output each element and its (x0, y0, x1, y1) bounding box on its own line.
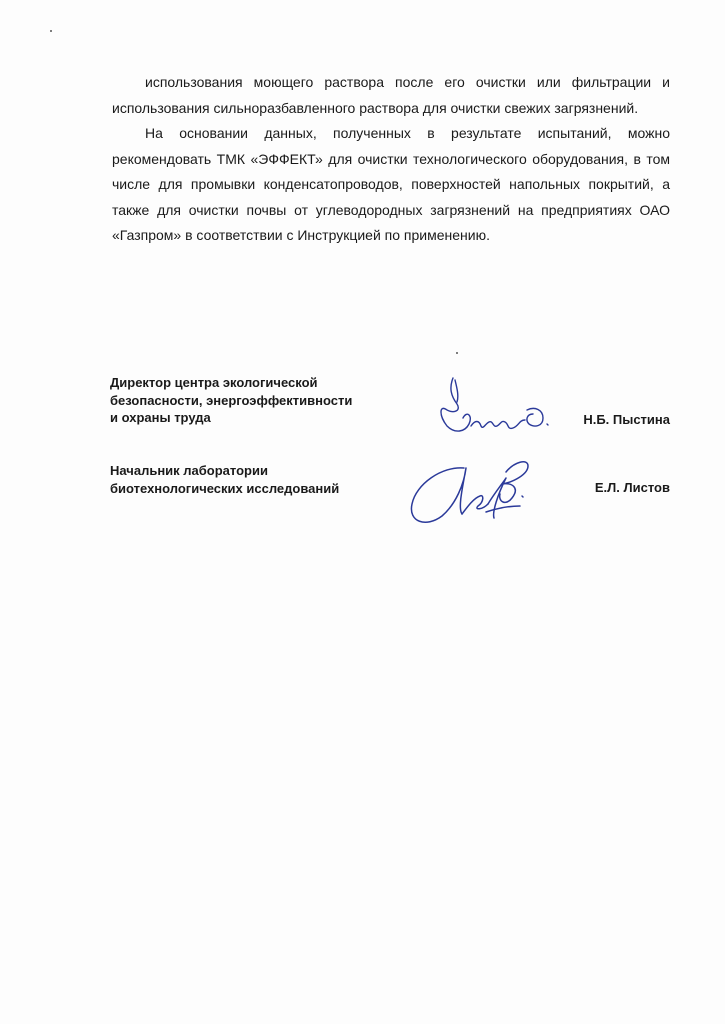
signatory-title-line: и охраны труда (110, 410, 211, 425)
signatory-name: Е.Л. Листов (594, 480, 670, 495)
paragraph-recommendation: На основании данных, полученных в результате испытаний, можно рекомендовать ТМК «ЭФФЕКТ» для очистки технологического оборудования, в том числе для промывки конденсатопроводов, поверхностей напольных покрытий, а также для очистки почвы от углеводородных загрязнений на предприятиях ОАО «Газпром» в соответствии с Инструкцией по применению. (112, 125, 670, 243)
handwritten-signature-icon (402, 454, 552, 534)
signatory-title-line: Директор центра экологической (110, 375, 318, 390)
body-text (112, 70, 670, 249)
signature-block-lab-head (110, 462, 670, 522)
signatory-title (110, 462, 339, 497)
signature-block-director (110, 374, 670, 434)
signatory-title (110, 374, 352, 427)
signatory-title-line: безопасности, энергоэффективности (110, 392, 353, 408)
signatory-title-line: Начальник лаборатории (110, 463, 268, 478)
scan-speck (50, 30, 52, 32)
scan-speck (456, 352, 458, 354)
handwritten-signature-icon (435, 374, 560, 444)
signatory-title-line: биотехнологических исследований (110, 480, 340, 496)
signatory-name: Н.Б. Пыстина (583, 412, 670, 427)
paragraph-continuation: использования моющего раствора после его очистки или фильтрации и использования сильноразбавленного раствора для очистки свежих загрязнений. (112, 74, 670, 116)
